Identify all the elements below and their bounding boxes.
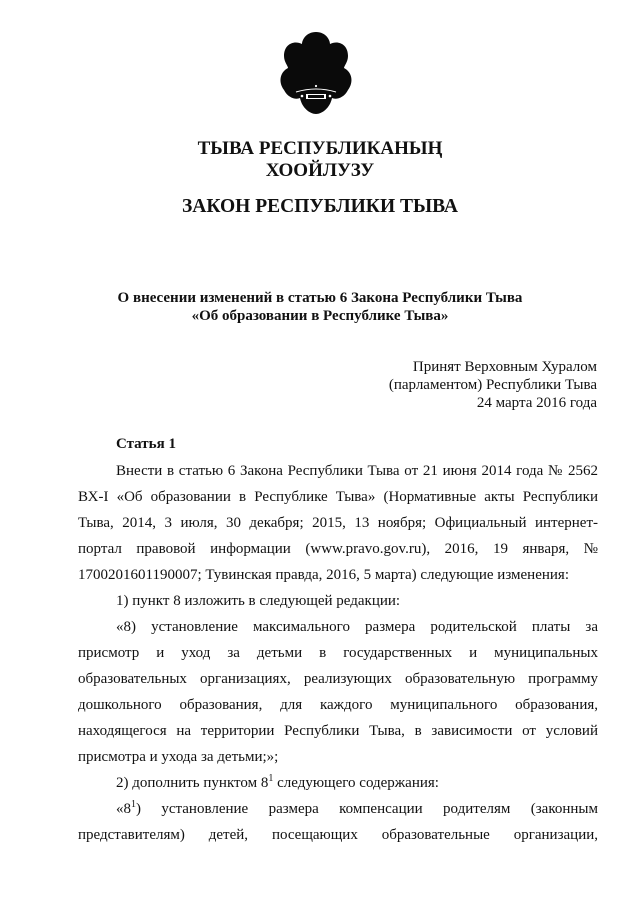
body-line: образовательных организациях, реализующих образовательную программу [78,671,598,687]
body-line: Внести в статью 6 Закона Республики Тыва от 21 июня 2014 года № 2562 [116,463,598,479]
law-subject-line2: «Об образовании в Республике Тыва» [191,308,449,324]
body-line: 1700201601190007; Тувинская правда, 2016, 5 марта) следующие изменения: [78,567,569,583]
body-line [116,799,598,819]
body-line: 1) пункт 8 изложить в следующей редакции: [116,593,401,609]
body-line-part: 2) дополнить пунктом 8 [116,775,269,791]
body-line: присмотра и ухода за детьми;»; [78,749,279,765]
article-heading: Статья 1 [116,436,176,452]
superscript-mark: 1 [131,799,136,810]
law-title-russian: ЗАКОН РЕСПУБЛИКИ ТЫВА [181,196,459,217]
body-line-part: «8 [116,801,131,817]
superscript-mark: 1 [268,773,274,784]
body-line [116,773,598,793]
body-line: присмотр и уход за детьми в государственных и муниципальных [78,645,598,661]
body-line-part: следующего содержания: [277,775,439,791]
body-line: находящегося на территории Республики Тыва, в зависимости от условий [78,723,598,739]
adoption-note-line2: (парламентом) Республики Тыва [388,377,597,393]
law-title-tuvan-line1: ТЫВА РЕСПУБЛИКАНЫҢ [197,138,443,159]
body-line: «8) установление максимального размера родительской платы за [116,619,598,635]
body-line-part: ) установление размера компенсации родителям (законным [136,801,598,817]
law-title-tuvan-line2: ХООЙЛУЗУ [265,160,375,181]
body-line: дошкольного образования, для каждого муниципального образования, [78,697,598,713]
body-line: ВХ-I «Об образовании в Республике Тыва» (Нормативные акты Республики [78,489,598,505]
emblem-of-tuva-icon [276,28,356,118]
adoption-date: 24 марта 2016 года [476,395,597,411]
body-line: представителям) детей, посещающих образовательные организации, [78,827,598,843]
adoption-note-line1: Принят Верховным Хуралом [412,359,597,375]
body-line: Тыва, 2014, 3 июля, 30 декабря; 2015, 13 ноября; Официальный интернет- [78,515,598,531]
law-subject-line1: О внесении изменений в статью 6 Закона Республики Тыва [117,290,523,306]
body-line: портал правовой информации (www.pravo.gov.ru), 2016, 19 января, № [78,541,598,557]
